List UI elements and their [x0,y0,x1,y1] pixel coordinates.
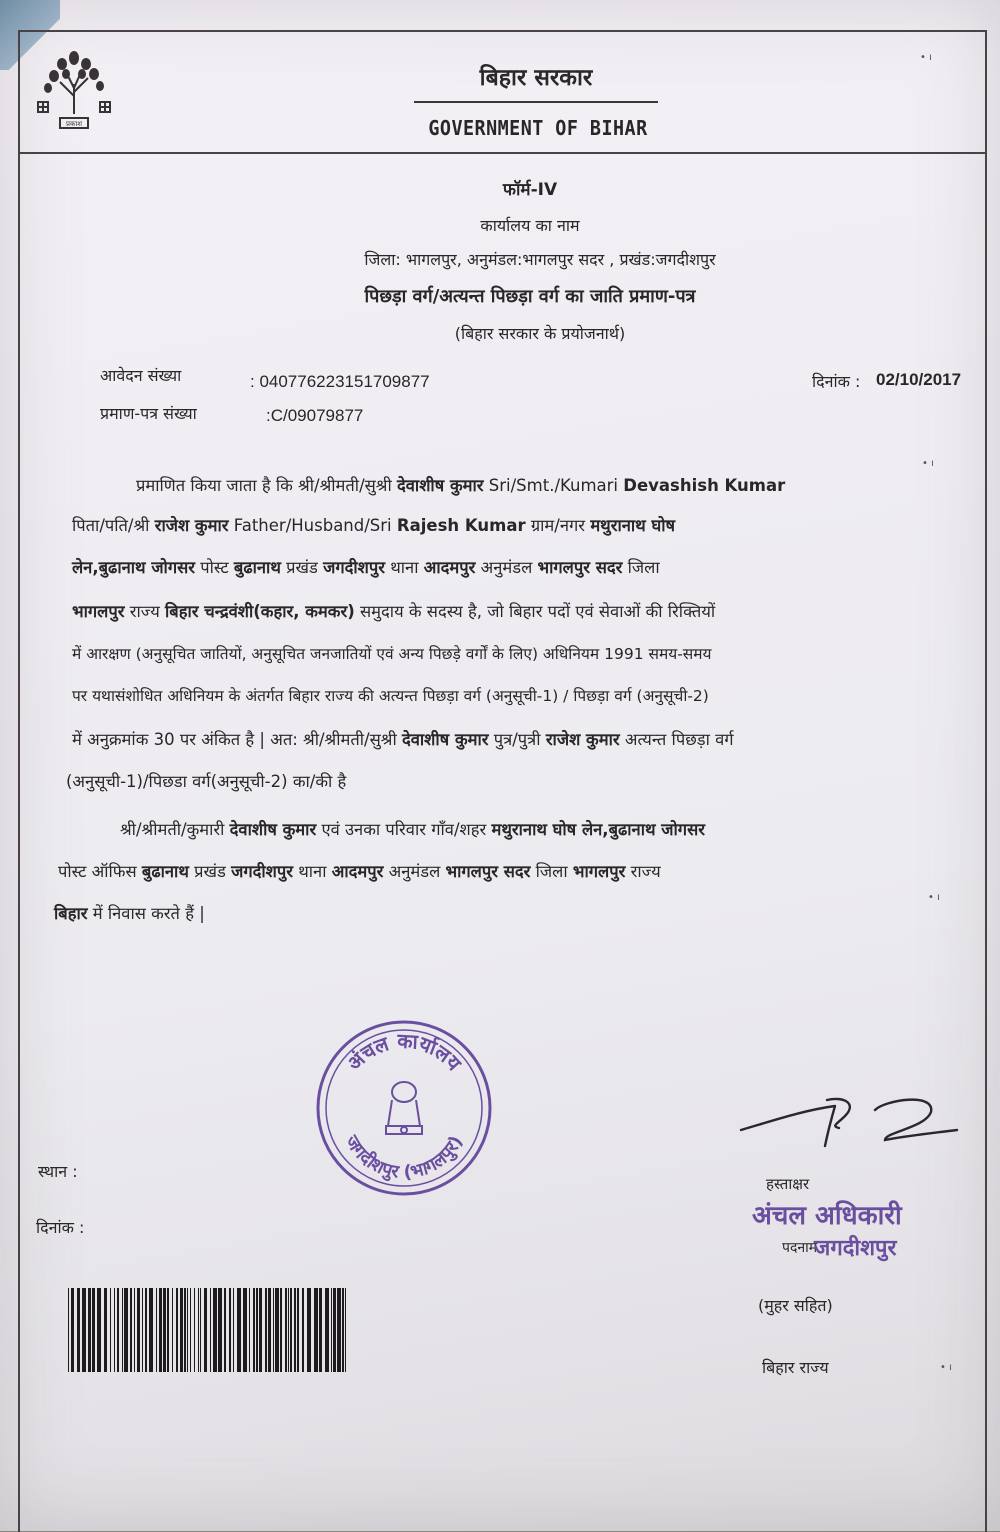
form-number: फॉर्म-IV [502,180,558,200]
father-name-hindi: राजेश कुमार [154,516,229,535]
applicant-name-english: Devashish Kumar [623,476,786,495]
gov-title-hindi: बिहार सरकार [479,65,593,91]
svg-text:प्रकाश: प्रकाश [66,120,82,128]
para2-line1: श्री/श्रीमती/कुमारी देवाशीष कुमार एवं उनका परिवार गाँव/शहर मथुरानाथ घोष लेन,बुढानाथ जोगसर [120,820,705,839]
para2-line2: पोस्ट ऑफिस बुढानाथ प्रखंड जगदीशपुर थाना आदमपुर अनुमंडल भागलपुर सदर जिला भागलपुर राज्य [58,862,661,881]
officer-place-stamp: जगदीशपुर [814,1235,897,1261]
signature-label: हस्ताक्षर [766,1175,810,1193]
issue-date-value: 02/10/2017 [876,370,962,389]
svg-text:अंचल कार्यालय: अंचल कार्यालय [342,1028,467,1076]
residence-address: मथुरानाथ घोष लेन,बुढानाथ जोगसर [491,820,705,839]
barcode [66,1288,350,1372]
district-line: जिला: भागलपुर, अनुमंडल:भागलपुर सदर , प्रखंड:जगदीशपुर [364,250,716,269]
title-underline [414,101,658,103]
state-label: बिहार राज्य [762,1358,829,1377]
certificate-title: पिछड़ा वर्ग/अत्यन्त पिछड़ा वर्ग का जाति प्रमाण-पत्र [364,286,696,307]
officer-stamp: अंचल अधिकारी [752,1201,902,1231]
certificate-number-label: प्रमाण-पत्र संख्या [100,404,197,423]
place-label: स्थान : [38,1162,78,1181]
para1-line8: (अनुसूची-1)/पिछडा वर्ग(अनुसूची-2) का/की है [66,772,347,791]
office-label: कार्यालय का नाम [480,216,580,235]
father-name-english: Rajesh Kumar [396,516,526,535]
certificate-purpose: (बिहार सरकार के प्रयोजनार्थ) [454,324,626,343]
para1-line4: भागलपुर राज्य बिहार चन्द्रवंशी(कहार, कमकर) समुदाय के सदस्य है, जो बिहार पदों एवं सेवाओं की रिक्तियों [72,602,716,621]
bihar-emblem-logo [32,44,116,136]
certificate-number-value: :C/09079877 [266,406,364,425]
caste-community: बिहार चन्द्रवंशी(कहार, कमकर) [165,602,355,621]
para1-line3: लेन,बुढानाथ जोगसर पोस्ट बुढानाथ प्रखंड जगदीशपुर थाना आदमपुर अनुमंडल भागलपुर सदर जिला [72,558,660,577]
seal-note: (मुहर सहित) [758,1296,833,1315]
officer-signature [735,1080,965,1170]
certificate-page: प्रकाश बिहार सरकार GOVERNMENT OF BIHAR फॉर्म-IV कार्यालय का नाम जिला: भागलपुर, अनुमंडल:भागलपुर सदर , प्रखंड:जगदीशपुर पिछड़ा वर्ग/अत्यन्त पिछड़ा वर्ग का जाति प्रमाण-पत्र (बिहार सरकार के प्रयोजनार्थ) आवेदन संख्या : 040776223151709877 प्रमाण-पत्र संख्या :C/09079877 दिनांक : 02/10/2017 प्रमाणित किया जाता है कि श्री/श्रीमती/सुश्री देवाशीष कुमार Sri/Smt./Kumari Devashish Kumar पिता/पति/श्री राजेश कुमार Father/Husband/Sri Rajesh Kumar ग्राम/नगर मथुरानाथ घोष लेन,बुढानाथ जोगसर पोस्ट बुढानाथ प्रखंड जगदीशपुर थाना आदमपुर अनुमंडल भागलपुर सदर जिला भागलपुर राज्य बिहार चन्द्रवंशी(कहार, कमकर) समुदाय के सदस्य है, जो बिहार पदों एवं सेवाओं की रिक्तियों में आरक्षण (अनुसूचित जातियों, अनुसूचित जनजातियों एवं अन्य पिछड़े वर्गों के लिए) अधिनियम 1991 समय-समय पर यथासंशोधित अधिनियम के अंतर्गत बिहार राज्य की अत्यन्त पिछड़ा वर्ग (अनुसूची-1) / पिछड़ा वर्ग (अनुसूची-2) में अनुक्रमांक 30 पर अंकित है | अत: श्री/श्रीमती/सुश्री देवाशीष कुमार पुत्र/पुत्री राजेश कुमार अत्यन्त पिछड़ा वर्ग (अनुसूची-1)/पिछडा वर्ग(अनुसूची-2) का/की है श्री/श्रीमती/कुमारी देवाशीष कुमार एवं उनका परिवार गाँव/शहर मथुरानाथ घोष लेन,बुढानाथ जोगसर पोस्ट ऑफिस बुढानाथ प्रखंड जगदीशपुर थाना आदमपुर अनुमंडल भागलपुर सदर जिला भागलपुर राज्य बिहार में निवास करते हैं | अंचल कार्यालय जगदीशपुर (भागलपुर) स्थान : दिनांक : हस्ताक्षर अंचल अधिकारी पदनाम जगदीशपुर (मुहर सहित) बिहार राज्य • ı • ı • ı • ı [0,0,1000,1531]
ashoka-emblem-icon [386,1082,422,1134]
para1-line7: में अनुक्रमांक 30 पर अंकित है | अत: श्री/श्रीमती/सुश्री देवाशीष कुमार पुत्र/पुत्री राजेश कुमार अत्यन्त पिछड़ा वर्ग [72,730,734,749]
designation-label: पदनाम [782,1240,818,1256]
application-number-value: : 040776223151709877 [250,372,430,391]
gov-title-english: GOVERNMENT OF BIHAR [428,116,648,140]
para1-line5: में आरक्षण (अनुसूचित जातियों, अनुसूचित जनजातियों एवं अन्य पिछड़े वर्गों के लिए) अधिनियम 1991 समय-समय [72,645,712,663]
issue-date-label: दिनांक : [812,372,861,391]
svg-text:जगदीशपुर (भागलपुर): जगदीशपुर (भागलपुर) [340,1132,468,1184]
applicant-name-hindi: देवाशीष कुमार [396,476,484,495]
para2-line3: बिहार में निवास करते हैं | [54,904,205,923]
para1-line6: पर यथासंशोधित अधिनियम के अंतर्गत बिहार राज्य की अत्यन्त पिछड़ा वर्ग (अनुसूची-1) / पिछड़ा वर्ग (अनुसूची-2) [72,687,709,705]
header-divider [18,152,985,154]
para1-line2: पिता/पति/श्री राजेश कुमार Father/Husband/Sri Rajesh Kumar ग्राम/नगर मथुरानाथ घोष [72,516,676,535]
para1-line1: प्रमाणित किया जाता है कि श्री/श्रीमती/सुश्री देवाशीष कुमार Sri/Smt./Kumari Devashish Kumar [136,476,786,495]
application-number-label: आवेदन संख्या [100,366,182,385]
footer-date-label: दिनांक : [36,1218,85,1237]
office-seal-stamp [314,1018,494,1198]
